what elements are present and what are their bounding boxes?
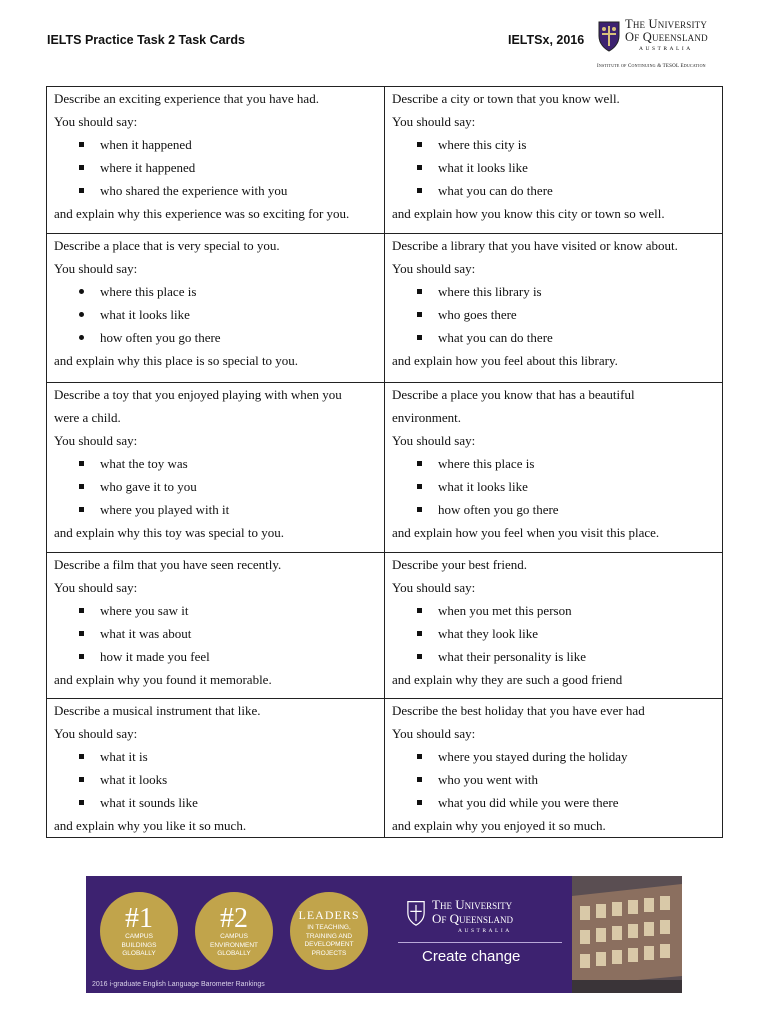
divider <box>398 942 562 943</box>
uq-crest-icon <box>597 20 621 52</box>
building-photo <box>572 876 682 993</box>
card-points <box>54 133 380 202</box>
card-prompt: You should say: <box>54 114 138 129</box>
card-points <box>392 599 718 668</box>
card-points <box>392 745 718 814</box>
list-item: where this city is <box>392 133 718 156</box>
card-explain: and explain why you enjoyed it so much. <box>392 818 606 833</box>
list-item: what you can do there <box>392 326 718 349</box>
card-title: Describe a film that you have seen recently. <box>54 557 282 572</box>
list-item: who goes there <box>392 303 718 326</box>
table-row <box>47 234 723 383</box>
card-title-line1: Describe a toy that you enjoyed playing with when you <box>54 387 342 402</box>
list-item: what it is <box>54 745 380 768</box>
card-points <box>54 599 380 668</box>
uq-crest-icon <box>406 900 426 926</box>
table-row <box>47 699 723 838</box>
badge-campus-buildings: #1 CAMPUS BUILDINGS GLOBALLY <box>100 892 178 970</box>
list-item: where it happened <box>54 156 380 179</box>
document-title: IELTS Practice Task 2 Task Cards <box>47 33 246 47</box>
list-item: where this place is <box>392 452 718 475</box>
list-item: what it was about <box>54 622 380 645</box>
card-explain: and explain how you know this city or town so well. <box>392 206 665 221</box>
list-item: when you met this person <box>392 599 718 622</box>
card-prompt: You should say: <box>54 726 138 741</box>
card-prompt: You should say: <box>392 433 476 448</box>
list-item: what it sounds like <box>54 791 380 814</box>
task-card <box>385 87 723 234</box>
course-label: IELTSx, 2016 <box>508 33 585 47</box>
table-row <box>47 87 723 234</box>
list-item: how it made you feel <box>54 645 380 668</box>
list-item: what you did while you were there <box>392 791 718 814</box>
card-title-line2: were a child. <box>54 410 121 425</box>
list-item: where you stayed during the holiday <box>392 745 718 768</box>
list-item: what it looks like <box>392 156 718 179</box>
list-item: what it looks <box>54 768 380 791</box>
table-row <box>47 383 723 553</box>
card-title: Describe your best friend. <box>392 557 528 572</box>
card-points <box>54 452 380 521</box>
banner-uni-name: The University Of Queensland <box>432 897 514 926</box>
card-title-line2: environment. <box>392 410 461 425</box>
card-prompt: You should say: <box>54 433 138 448</box>
card-points <box>392 452 718 521</box>
card-explain: and explain why you like it so much. <box>54 818 247 833</box>
logo-name: The University Of Queensland <box>625 17 708 44</box>
card-explain: and explain why this place is so special to you. <box>54 353 299 368</box>
task-card <box>385 383 723 553</box>
list-item: when it happened <box>54 133 380 156</box>
list-item: where you played with it <box>54 498 380 521</box>
card-prompt: You should say: <box>392 261 476 276</box>
task-card <box>385 699 723 838</box>
task-card <box>47 699 385 838</box>
task-card <box>47 87 385 234</box>
card-explain: and explain how you feel when you visit this place. <box>392 525 660 540</box>
list-item: who you went with <box>392 768 718 791</box>
card-explain: and explain why you found it memorable. <box>54 672 272 687</box>
list-item: where you saw it <box>54 599 380 622</box>
card-prompt: You should say: <box>54 261 138 276</box>
banner-country: AUSTRALIA <box>458 928 512 934</box>
list-item: what it looks like <box>392 475 718 498</box>
card-prompt: You should say: <box>392 114 476 129</box>
card-explain: and explain why this toy was special to you. <box>54 525 284 540</box>
list-item: how often you go there <box>392 498 718 521</box>
card-points <box>54 280 380 349</box>
card-title: Describe the best holiday that you have ever had <box>392 703 645 718</box>
badge-campus-environment: #2 CAMPUS ENVIRONMENT GLOBALLY <box>195 892 273 970</box>
card-explain: and explain why they are such a good friend <box>392 672 623 687</box>
badge-leaders: LEADERS IN TEACHING, TRAINING AND DEVELOPMENT PROJECTS <box>290 892 368 970</box>
card-points <box>392 280 718 349</box>
ranking-note: 2016 i-graduate English Language Barometer Rankings <box>92 981 265 988</box>
task-card <box>385 234 723 383</box>
card-title: Describe a library that you have visited or know about. <box>392 238 678 253</box>
logo-institute: Institute of Continuing & TESOL Education <box>597 64 706 69</box>
card-prompt: You should say: <box>392 726 476 741</box>
list-item: how often you go there <box>54 326 380 349</box>
uq-logo <box>597 18 727 72</box>
table-row <box>47 553 723 699</box>
task-card <box>47 383 385 553</box>
card-title: Describe a musical instrument that like. <box>54 703 261 718</box>
task-card <box>385 553 723 699</box>
card-title: Describe a city or town that you know well. <box>392 91 620 106</box>
task-card <box>47 234 385 383</box>
list-item: who shared the experience with you <box>54 179 380 202</box>
list-item: where this place is <box>54 280 380 303</box>
card-title: Describe a place that is very special to you. <box>54 238 280 253</box>
list-item: what it looks like <box>54 303 380 326</box>
list-item: what you can do there <box>392 179 718 202</box>
card-points <box>392 133 718 202</box>
card-prompt: You should say: <box>392 580 476 595</box>
card-title-line1: Describe a place you know that has a beautiful <box>392 387 635 402</box>
logo-country: AUSTRALIA <box>639 46 693 52</box>
banner-slogan: Create change <box>422 948 521 965</box>
list-item: what the toy was <box>54 452 380 475</box>
card-points <box>54 745 380 814</box>
list-item: what their personality is like <box>392 645 718 668</box>
uq-banner <box>86 876 682 993</box>
task-card <box>47 553 385 699</box>
list-item: who gave it to you <box>54 475 380 498</box>
task-cards-table <box>46 86 723 838</box>
card-prompt: You should say: <box>54 580 138 595</box>
card-title: Describe an exciting experience that you have had. <box>54 91 319 106</box>
card-explain: and explain how you feel about this library. <box>392 353 618 368</box>
list-item: what they look like <box>392 622 718 645</box>
list-item: where this library is <box>392 280 718 303</box>
card-explain: and explain why this experience was so exciting for you. <box>54 206 350 221</box>
